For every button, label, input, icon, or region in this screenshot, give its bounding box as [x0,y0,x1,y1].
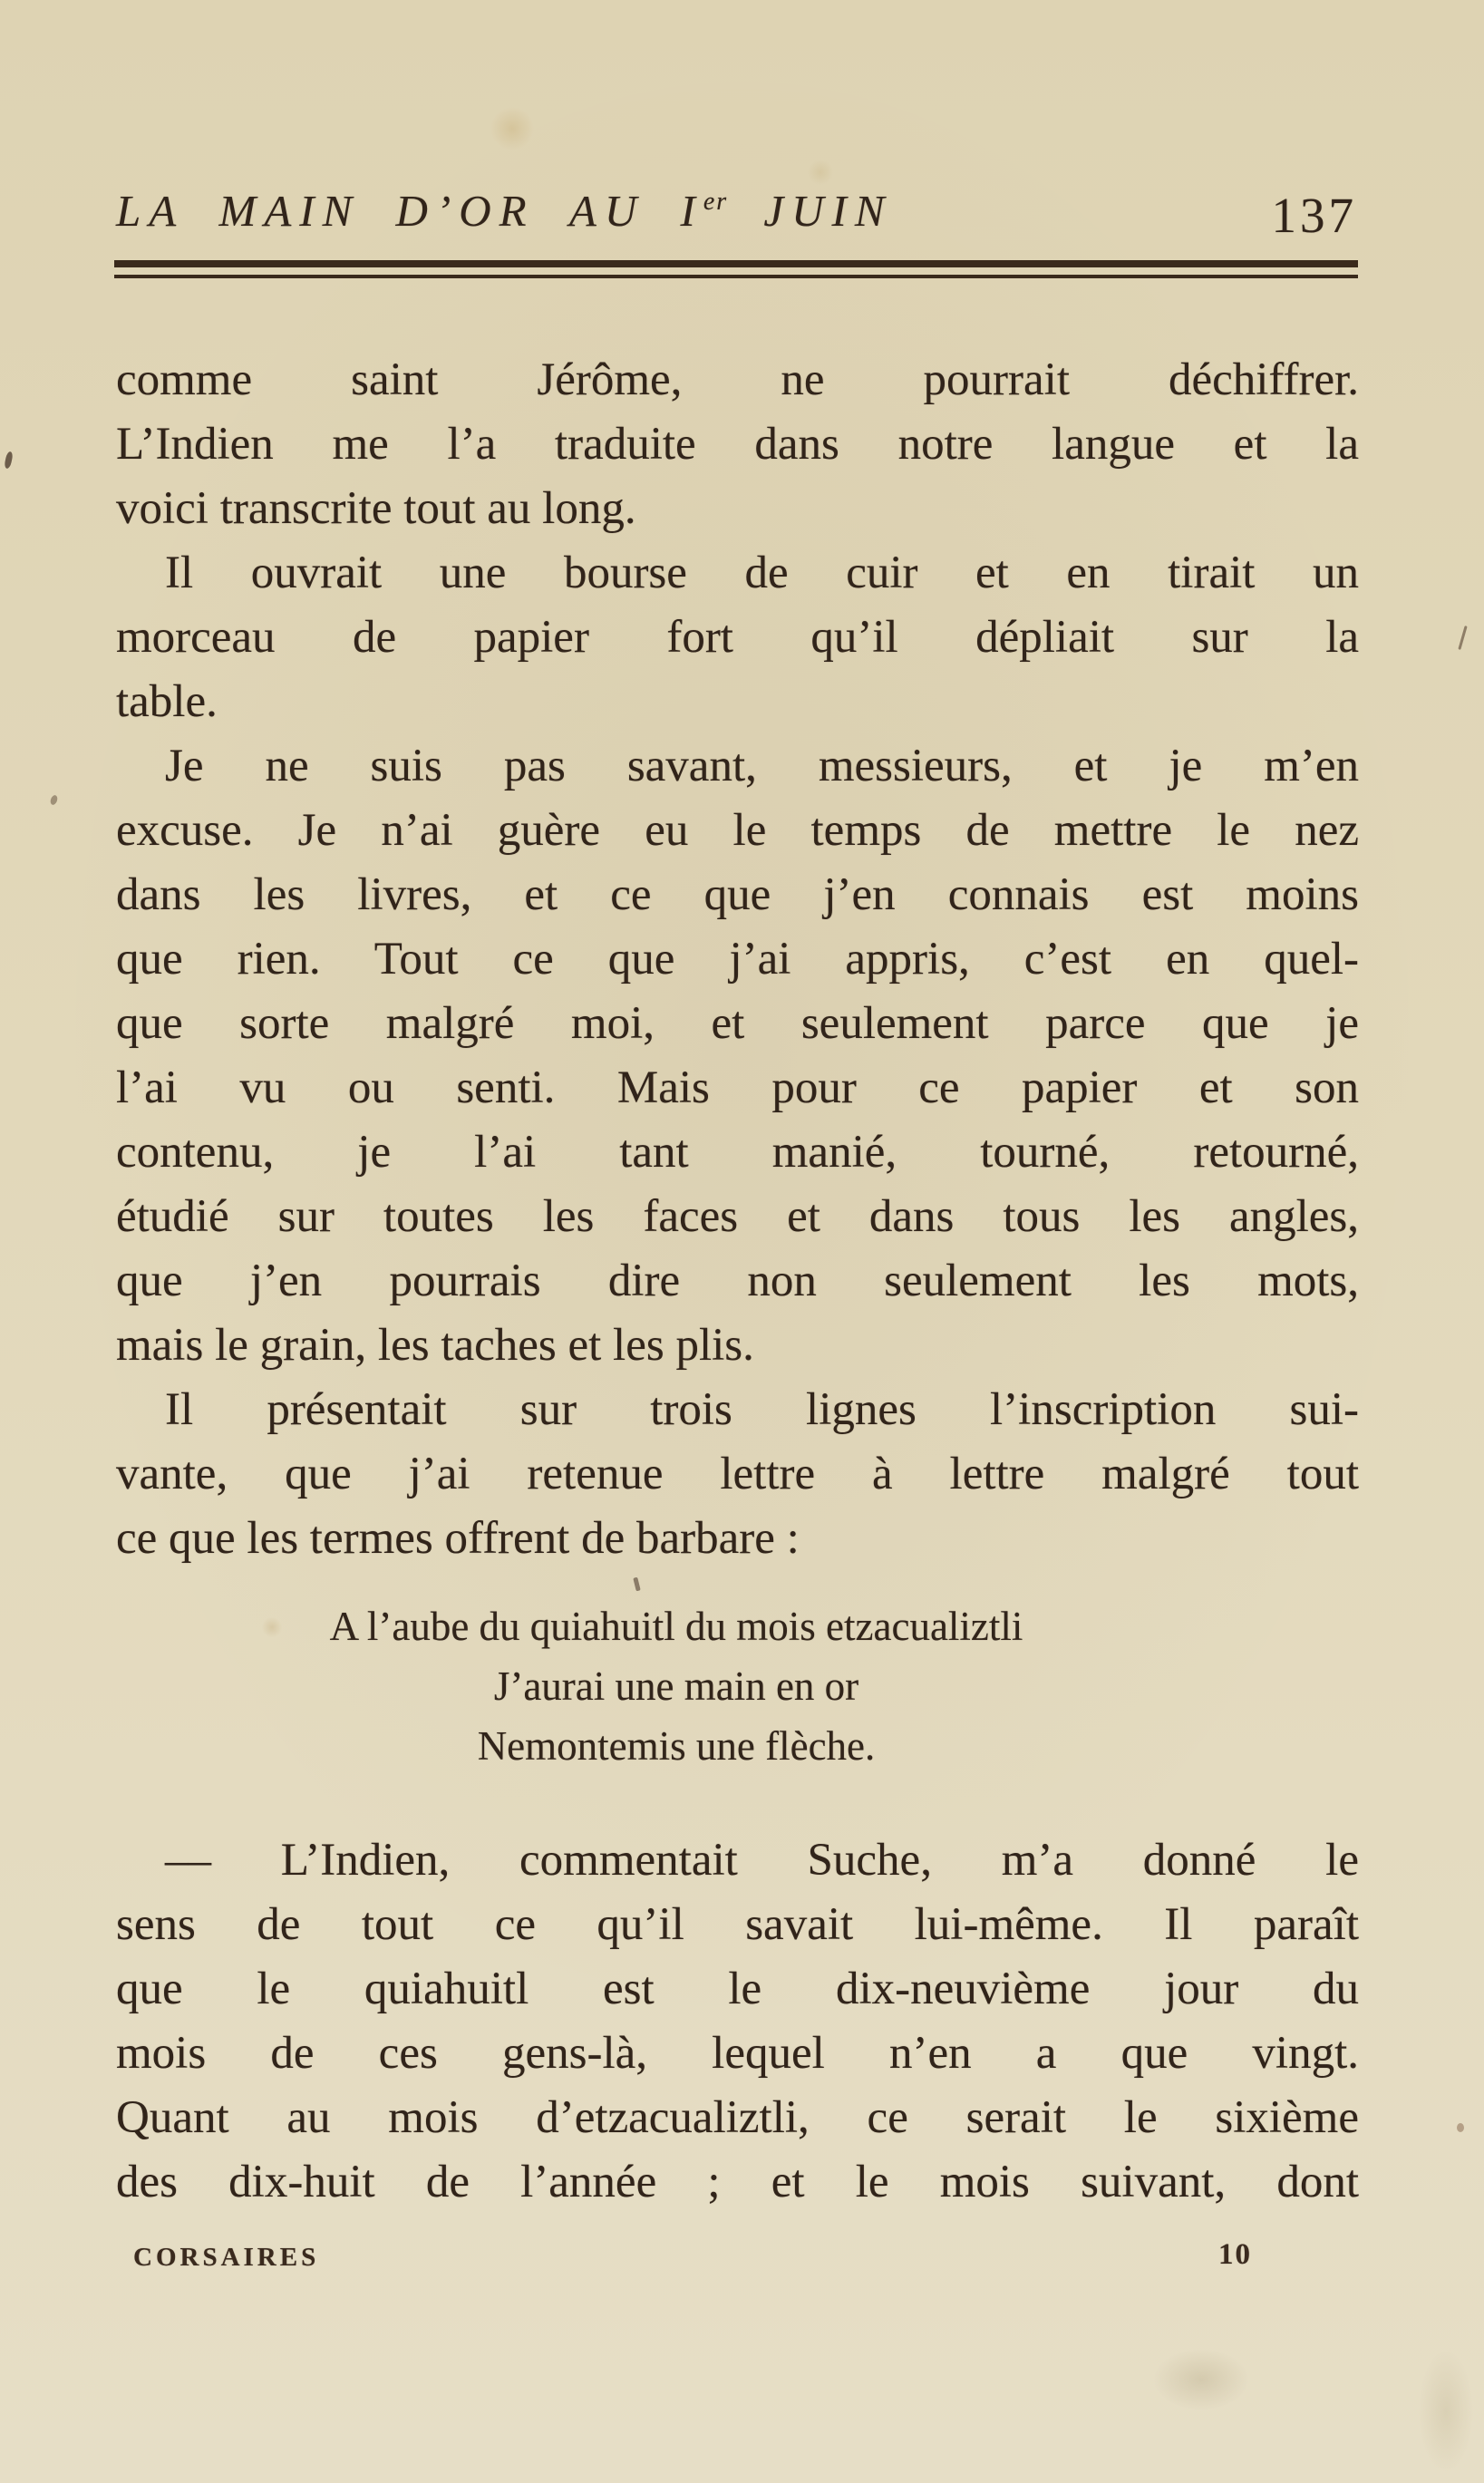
text-line: Quant au mois d’etzacualiztli, ce serait le sixième [116,2092,1359,2143]
text-line: morceau de papier fort qu’il dépliait sur la [116,612,1359,663]
verse-line: J’aurai une main en or [493,1663,859,1709]
ordinal-superscript: er [703,188,729,216]
text-line: mois de ces gens-là, lequel n’en a que vingt. [116,2028,1359,2079]
running-header-title-end: JUIN [728,186,893,236]
verse-line: Nemontemis une flèche. [477,1723,876,1769]
text-line: des dix-huit de l’année ; et le mois suivant, dont [116,2157,1359,2207]
text-line: que j’en pourrais dire non seulement les mots, [116,1256,1359,1306]
paragraphs-after-verse [116,1828,1359,2215]
page-number: 137 [1271,188,1357,243]
text-line: sens de tout ce qu’il savait lui-même. Il paraît [116,1899,1359,1950]
header-double-rule [114,260,1358,278]
text-line: voici transcrite tout au long. [116,483,636,534]
text-line: mais le grain, les taches et les plis. [116,1320,754,1371]
running-header-title-text: LA MAIN D’OR AU I [116,186,703,236]
scan-speck [4,451,14,469]
scan-speck [1457,2123,1464,2132]
scan-speck [49,794,58,806]
text-line: que le quiahuitl est le dix-neuvième jour du [116,1964,1359,2014]
text-line: que sorte malgré moi, et seulement parce que je [116,998,1359,1049]
text-line: vante, que j’ai retenue lettre à lettre malgré tout [116,1449,1359,1499]
footer-sheet-number: 10 [1218,2238,1252,2271]
text-line: Je ne suis pas savant, messieurs, et je m’en [165,741,1359,791]
text-line: table. [116,676,218,727]
running-header-title [116,185,893,237]
text-line: que rien. Tout ce que j’ai appris, c’est en quel- [116,934,1359,984]
text-line: Il ouvrait une bourse de cuir et en tirait un [165,548,1359,598]
text-line: contenu, je l’ai tant manié, tourné, retourné, [116,1127,1359,1178]
paragraphs-before-verse [116,348,1359,1571]
footer-series-title: CORSAIRES [133,2243,320,2272]
text-line: dans les livres, et ce que j’en connais est moins [116,869,1359,920]
text-line: excuse. Je n’ai guère eu le temps de mettre le nez [116,805,1359,856]
text-line: étudié sur toutes les faces et dans tous les angles, [116,1191,1359,1242]
scan-speck [1458,626,1467,650]
inscription-verse [116,1596,1359,1776]
text-line: L’Indien me l’a traduite dans notre langue et la [116,419,1359,470]
text-line: l’ai vu ou senti. Mais pour ce papier et son [116,1062,1359,1113]
text-line: ce que les termes offrent de barbare : [116,1513,800,1564]
body-text-column [116,348,1359,2215]
text-line: comme saint Jérôme, ne pourrait déchiffrer. [116,354,1359,405]
text-line: –– L’Indien, commentait Suche, m’a donné le [165,1835,1359,1886]
text-line: Il présentait sur trois lignes l’inscription sui- [165,1384,1359,1435]
verse-line: A l’aube du quiahuitl du mois etzacualiztli [329,1604,1023,1649]
